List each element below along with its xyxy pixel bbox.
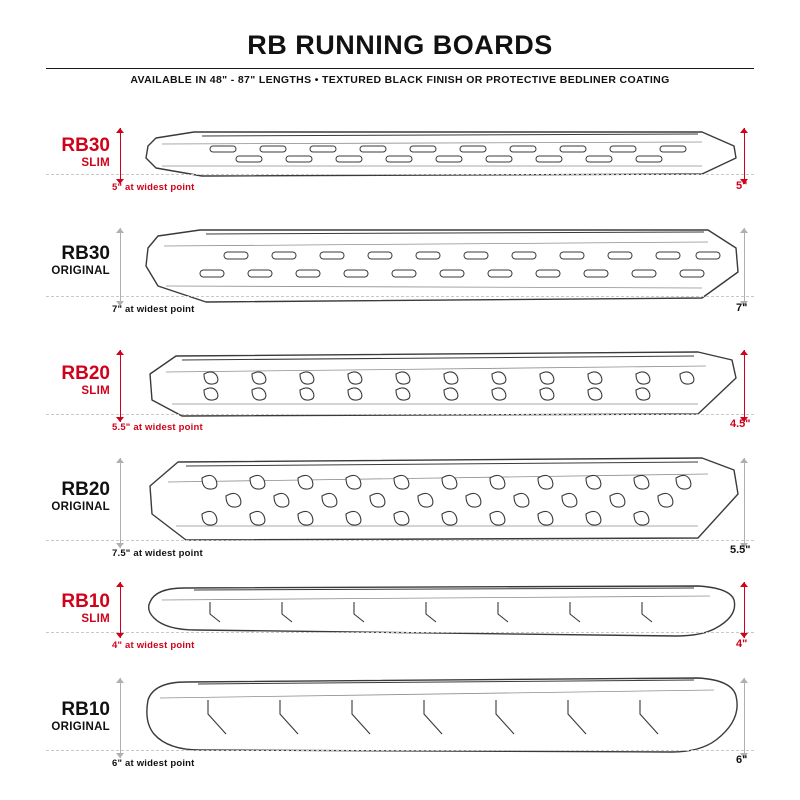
width-note: 6" at widest point xyxy=(112,758,195,769)
label-rb20-slim xyxy=(0,364,110,398)
board-illustration-rb20-original xyxy=(142,452,742,552)
height-arrow-right xyxy=(740,458,749,548)
row-baseline xyxy=(46,632,754,633)
width-note: 7" at widest point xyxy=(112,304,195,315)
board-illustration-rb30-original xyxy=(142,222,742,312)
row-baseline xyxy=(46,174,754,175)
height-arrow-right xyxy=(740,228,749,306)
page-title: RB RUNNING BOARDS xyxy=(247,30,553,60)
height-label: 4" xyxy=(736,638,748,650)
height-arrow-left xyxy=(116,678,125,758)
product-row-rb10-original xyxy=(0,668,800,778)
model-variant: SLIM xyxy=(81,157,110,169)
row-baseline xyxy=(46,750,754,751)
height-arrow-left xyxy=(116,228,125,306)
model-name: RB20 xyxy=(61,479,110,500)
width-note: 4" at widest point xyxy=(112,640,195,651)
model-name: RB20 xyxy=(61,363,110,384)
model-variant: SLIM xyxy=(81,385,110,397)
height-label: 6" xyxy=(736,754,748,766)
label-rb20-original xyxy=(0,480,110,514)
model-variant: ORIGINAL xyxy=(51,265,110,277)
width-note: 5.5" at widest point xyxy=(112,422,203,433)
board-illustration-rb30-slim xyxy=(142,124,742,186)
width-note: 5" at widest point xyxy=(112,182,195,193)
row-baseline xyxy=(46,296,754,297)
product-row-rb20-slim xyxy=(0,340,800,440)
model-variant: ORIGINAL xyxy=(51,501,110,513)
label-rb30-slim xyxy=(0,136,110,170)
row-baseline xyxy=(46,414,754,415)
model-name: RB10 xyxy=(61,591,110,612)
board-illustration-rb20-slim xyxy=(142,344,742,428)
label-rb30-original xyxy=(0,244,110,278)
height-label: 5.5" xyxy=(730,544,751,556)
height-arrow-right xyxy=(740,582,749,638)
width-note: 7.5" at widest point xyxy=(112,548,203,559)
product-row-rb30-original xyxy=(0,218,800,328)
height-arrow-left xyxy=(116,582,125,638)
header-subtitle: AVAILABLE IN 48" - 87" LENGTHS • TEXTURED BLACK FINISH OR PROTECTIVE BEDLINER COATING xyxy=(130,74,670,86)
height-label: 7" xyxy=(736,302,748,314)
height-arrow-right xyxy=(740,128,749,184)
model-name: RB10 xyxy=(61,699,110,720)
height-arrow-right xyxy=(740,678,749,758)
height-label: 4.5" xyxy=(730,418,751,430)
model-name: RB30 xyxy=(61,135,110,156)
header xyxy=(0,0,800,96)
product-row-rb30-slim xyxy=(0,110,800,200)
title-divider xyxy=(46,68,754,69)
label-rb10-slim xyxy=(0,592,110,626)
height-label: 5" xyxy=(736,180,748,192)
height-arrow-left xyxy=(116,128,125,184)
height-arrow-left xyxy=(116,458,125,548)
height-arrow-right xyxy=(740,350,749,422)
row-baseline xyxy=(46,540,754,541)
model-name: RB30 xyxy=(61,243,110,264)
height-arrow-left xyxy=(116,350,125,422)
product-row-rb20-original xyxy=(0,450,800,566)
label-rb10-original xyxy=(0,700,110,734)
product-row-rb10-slim xyxy=(0,570,800,660)
model-variant: ORIGINAL xyxy=(51,721,110,733)
board-illustration-rb10-original xyxy=(142,672,742,760)
model-variant: SLIM xyxy=(81,613,110,625)
